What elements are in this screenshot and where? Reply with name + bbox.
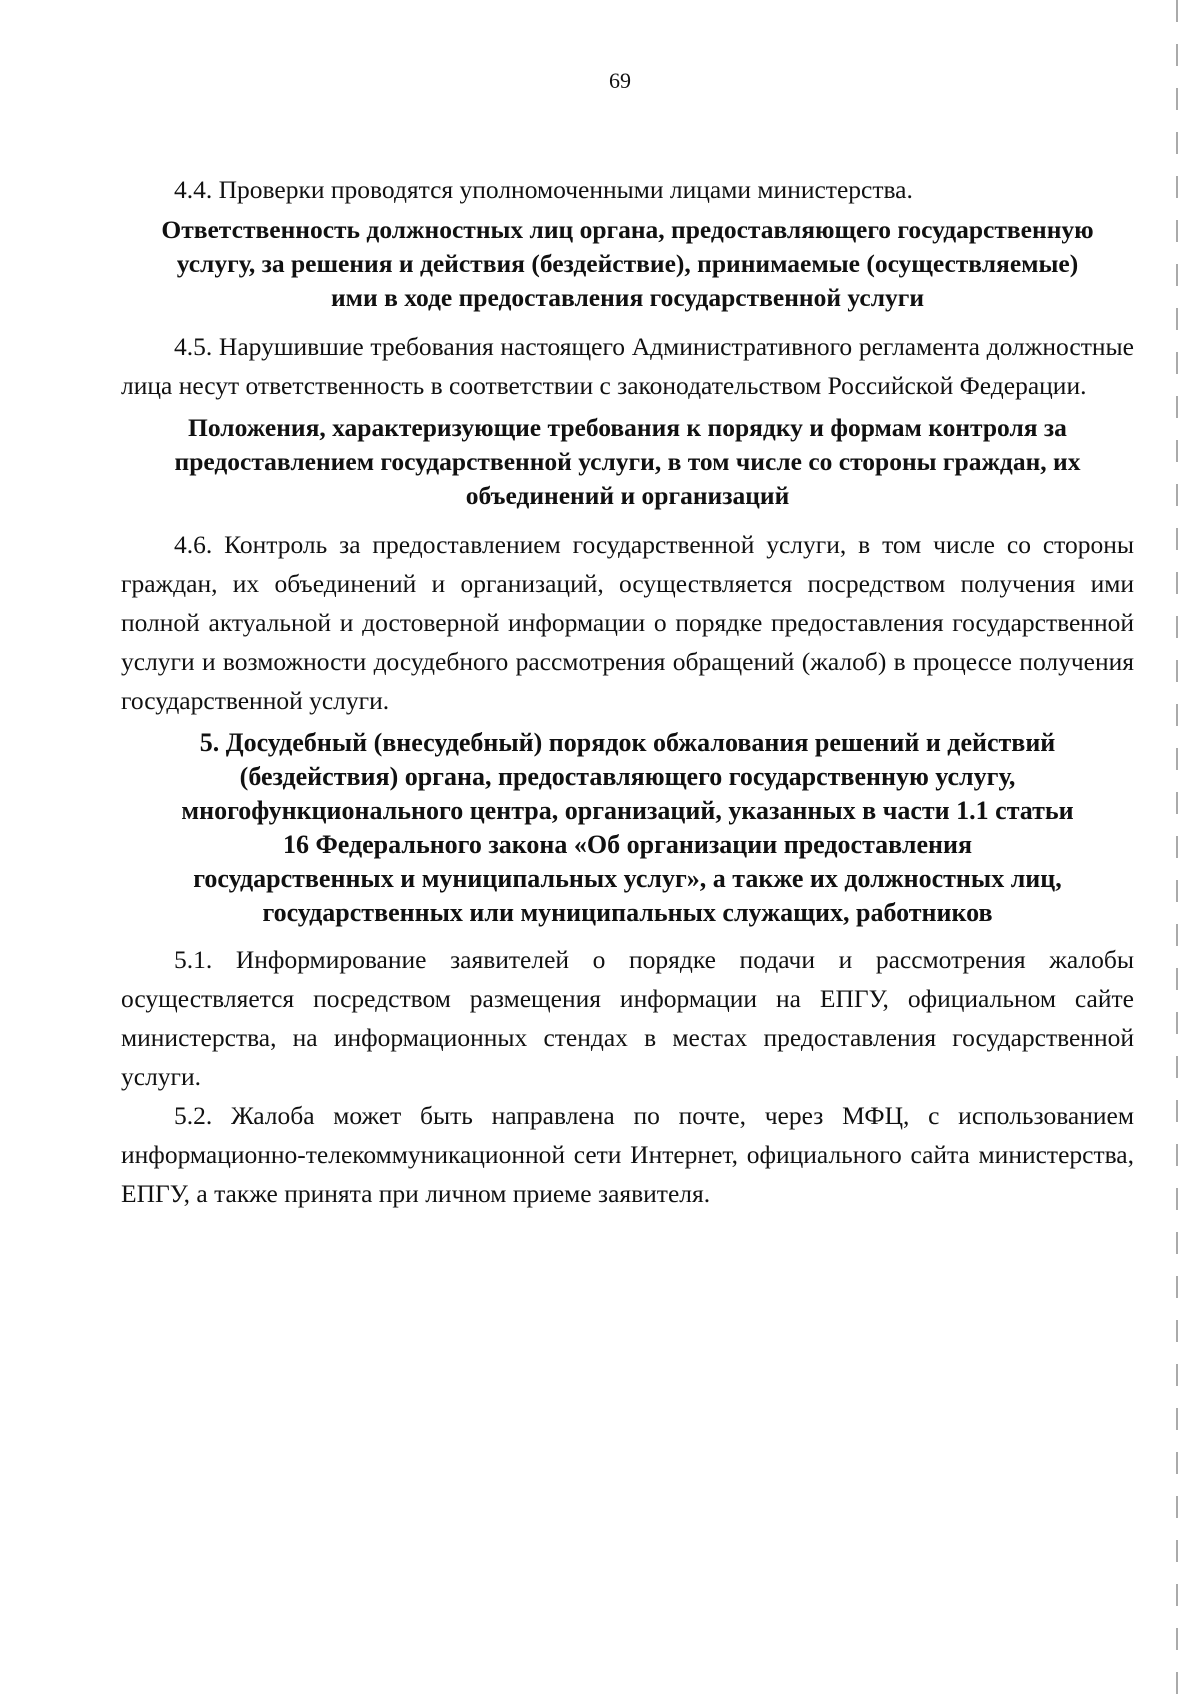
heading-section-5: 5. Досудебный (внесудебный) порядок обжалования решений и действий (бездействия) органа, предоставляющего государственную услугу, многофункционального центра, организаций, указанных в части 1.1 статьи 16 Федерального закона «Об организации предоставления государственных и муниципальных услуг», а также их должностных лиц, государственных или муниципальных служащих, работников — [181, 728, 1074, 927]
heading-responsibility: Ответственность должностных лиц органа, предоставляющего государственную услугу, за решения и действия (бездействие), принимаемые (осуществляемые) ими в ходе предоставления государственной услуги — [161, 215, 1094, 312]
heading-control-provisions: Положения, характеризующие требования к порядку и формам контроля за предоставлением государственной услуги, в том числе со стороны граждан, их объединений и организаций — [174, 413, 1081, 510]
paragraph-5-2: 5.2. Жалоба может быть направлена по почте, через МФЦ, с использованием информационно-телекоммуникационной сети Интернет, официального сайта министерства, ЕПГУ, а также принята при личном приеме заявителя. — [121, 1101, 1134, 1208]
paragraph-4-5: 4.5. Нарушившие требования настоящего Административного регламента должностные лица несут ответственность в соответствии с законодательством Российской Федерации. — [121, 332, 1134, 400]
scan-edge-line — [1176, 0, 1178, 1696]
paragraph-4-6: 4.6. Контроль за предоставлением государственной услуги, в том числе со стороны граждан, их объединений и организаций, осуществляется посредством получения ими полной актуальной и достоверной информации о порядке предоставления государственной услуги и возможности досудебного рассмотрения обращений (жалоб) в процессе получения государственной услуги. — [121, 530, 1134, 715]
paragraph-5-1: 5.1. Информирование заявителей о порядке подачи и рассмотрения жалобы осуществляется посредством размещения информации на ЕПГУ, официальном сайте министерства, на информационных стендах в местах предоставления государственной услуги. — [121, 945, 1134, 1091]
document-body — [121, 170, 1134, 1213]
page-number: 69 — [609, 68, 631, 93]
paragraph-4-4: 4.4. Проверки проводятся уполномоченными лицами министерства. — [174, 175, 913, 204]
